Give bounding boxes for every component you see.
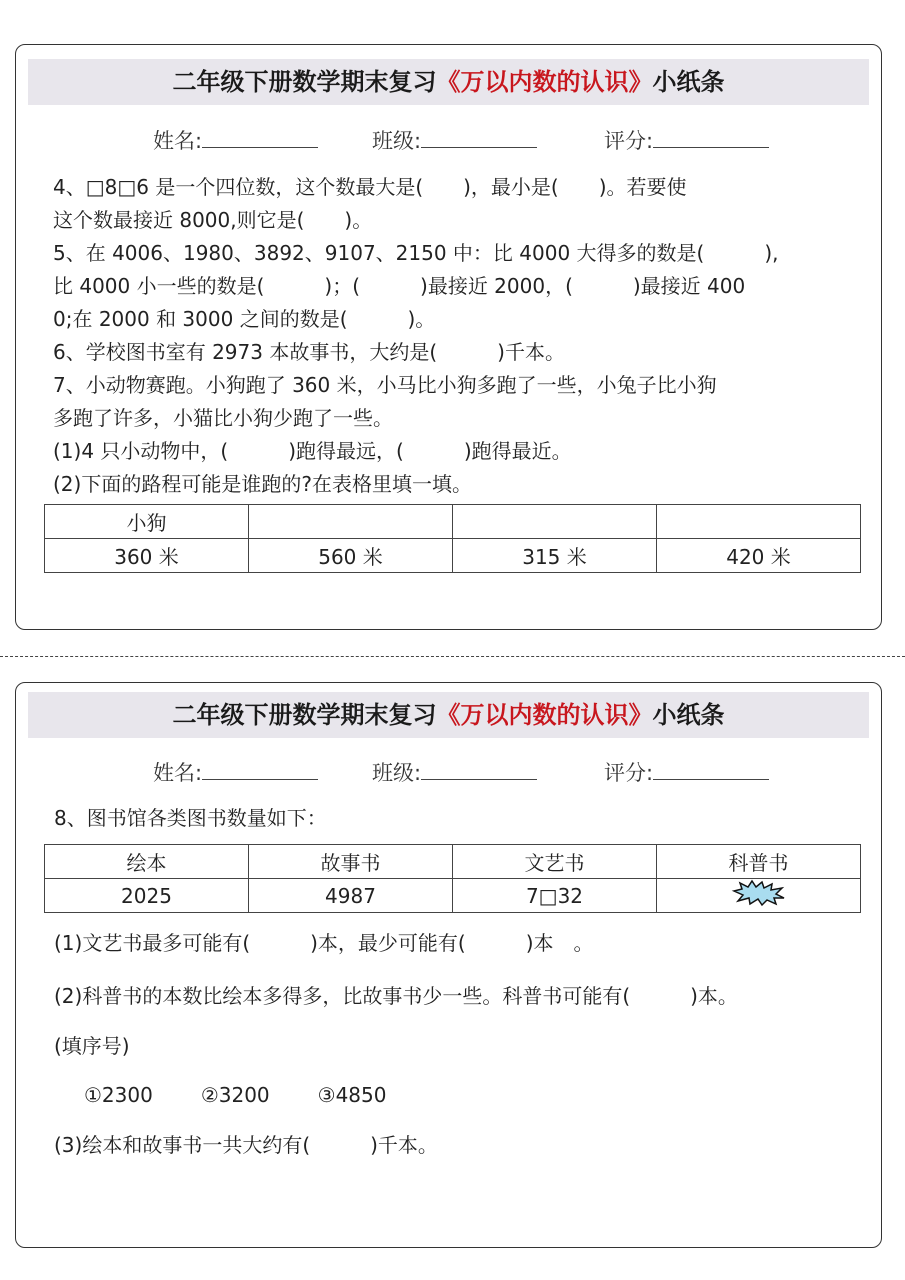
table-cell: 小狗 [45, 505, 249, 539]
card-title: 二年级下册数学期末复习《万以内数的认识》小纸条 [28, 59, 869, 105]
text-line: 0;在 2000 和 3000 之间的数是( )。 [53, 307, 436, 331]
name-label: 姓名: [153, 761, 203, 785]
animal-distance-table [44, 504, 861, 573]
table-cell: 7□32 [453, 879, 657, 913]
score-label: 评分: [604, 129, 654, 153]
class-blank[interactable] [421, 127, 537, 148]
option-2[interactable]: ②3200 [200, 1083, 270, 1107]
text-line: 这个数最接近 8000,则它是( )。 [53, 208, 373, 232]
table-cell-blank[interactable] [249, 505, 453, 539]
table-header-cell: 科普书 [657, 845, 861, 879]
question-intro: 8、图书馆各类图书数量如下： [54, 806, 327, 830]
table-header-cell: 文艺书 [453, 845, 657, 879]
text-line: 4、□8□6 是一个四位数，这个数最大是( )，最小是( )。若要使 [53, 175, 687, 199]
text-line: (2)下面的路程可能是谁跑的?在表格里填一填。 [53, 472, 472, 496]
answer-options [84, 1079, 859, 1112]
table-row [45, 505, 861, 539]
text-line: 6、学校图书室有 2973 本故事书，大约是( )千本。 [53, 340, 565, 364]
table-header-cell: 故事书 [249, 845, 453, 879]
review-card-1 [15, 44, 882, 630]
table-cell: 420 米 [657, 539, 861, 573]
table-cell-blank[interactable] [657, 505, 861, 539]
table-cell-blank[interactable] [453, 505, 657, 539]
name-blank[interactable] [202, 127, 318, 148]
class-blank[interactable] [421, 759, 537, 780]
cut-line-divider [0, 656, 905, 657]
text-line: (1)4 只小动物中，( )跑得最远，( )跑得最近。 [53, 439, 572, 463]
text-line: 多跑了许多，小猫比小狗少跑了一些。 [53, 406, 393, 430]
table-cell: 2025 [45, 879, 249, 913]
table-row [45, 879, 861, 913]
question-part-1: (1)文艺书最多可能有( )本，最少可能有( )本 。 [54, 931, 594, 955]
name-blank[interactable] [202, 759, 318, 780]
question-part-3: (3)绘本和故事书一共大约有( )千本。 [54, 1133, 438, 1157]
student-info-line [16, 757, 881, 785]
option-1[interactable]: ①2300 [84, 1083, 153, 1107]
table-header-cell: 绘本 [45, 845, 249, 879]
question-part-2: (2)科普书的本数比绘本多得多，比故事书少一些。科普书可能有( )本。 [54, 984, 738, 1008]
class-label: 班级: [372, 129, 422, 153]
table-cell: 360 米 [45, 539, 249, 573]
text-line: 比 4000 小一些的数是( )；( )最接近 2000，( )最接近 400 [53, 274, 746, 298]
table-cell-hidden [657, 879, 861, 913]
name-label: 姓名: [153, 129, 203, 153]
question-text-block [53, 171, 859, 501]
option-3[interactable]: ③4850 [317, 1083, 387, 1107]
text-line: 7、小动物赛跑。小狗跑了 360 米，小马比小狗多跑了一些，小兔子比小狗 [53, 373, 717, 397]
book-count-table [44, 844, 861, 913]
ink-splat-icon [730, 879, 788, 907]
table-cell: 560 米 [249, 539, 453, 573]
title-highlight: 《万以内数的认识》 [436, 68, 653, 96]
score-label: 评分: [604, 761, 654, 785]
title-highlight: 《万以内数的认识》 [436, 701, 653, 729]
card-title: 二年级下册数学期末复习《万以内数的认识》小纸条 [28, 692, 869, 738]
text-line: 5、在 4006、1980、3892、9107、2150 中：比 4000 大得多的数是( ), [53, 241, 779, 265]
review-card-2 [15, 682, 882, 1248]
table-row [45, 539, 861, 573]
table-header-row [45, 845, 861, 879]
table-cell: 4987 [249, 879, 453, 913]
score-blank[interactable] [653, 127, 769, 148]
student-info-line [16, 125, 881, 153]
score-blank[interactable] [653, 759, 769, 780]
fill-number-note: (填序号) [54, 1034, 130, 1058]
table-cell: 315 米 [453, 539, 657, 573]
class-label: 班级: [372, 761, 422, 785]
